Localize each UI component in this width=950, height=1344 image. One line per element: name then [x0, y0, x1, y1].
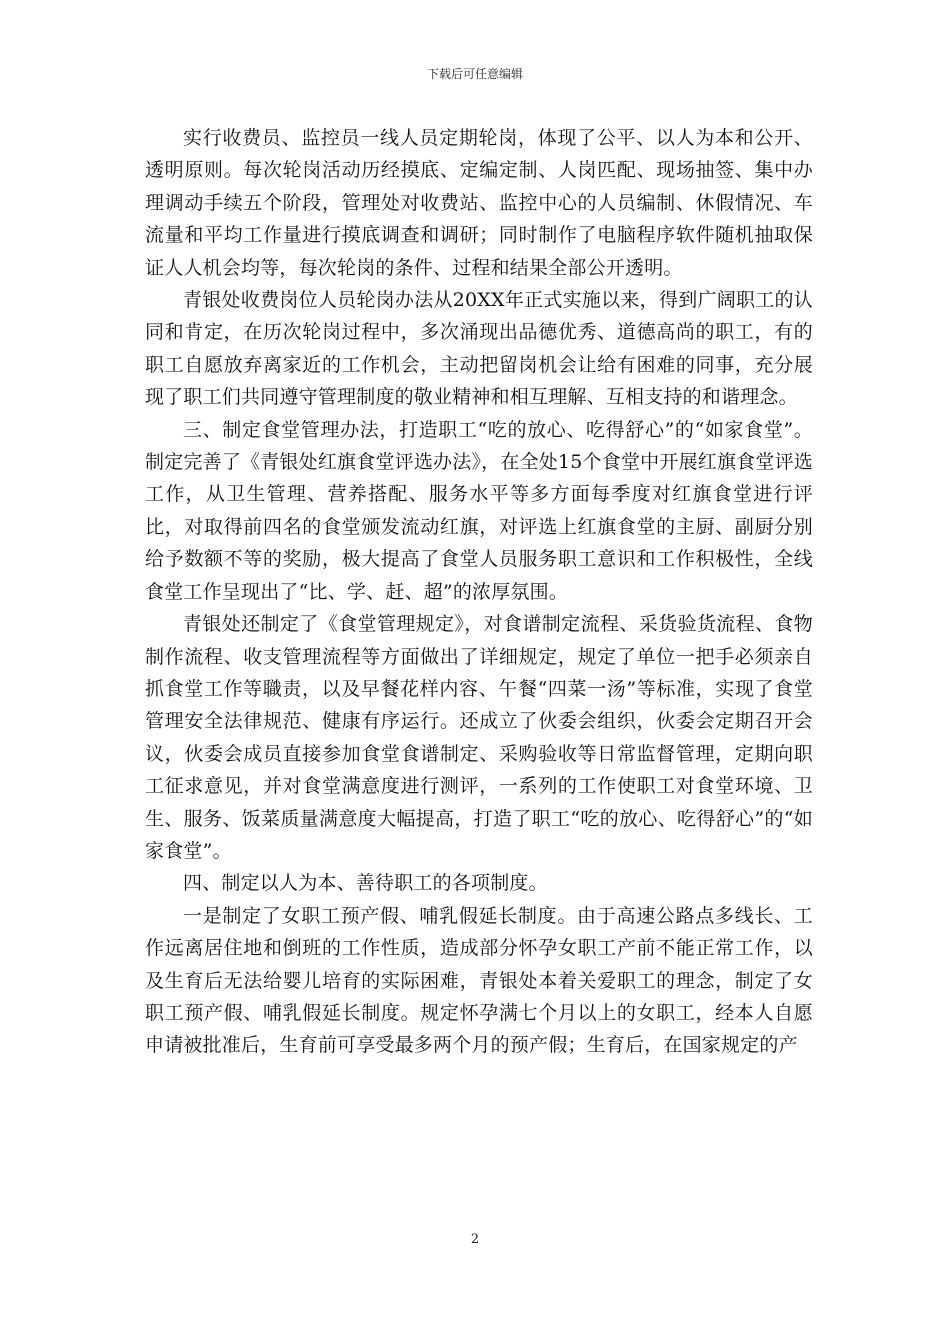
header-note: 下载后可任意编辑: [426, 67, 523, 81]
paragraph-rotation-principles: 实行收费员、监控员一线人员定期轮岗，体现了公平、以人为本和公开、透明原则。每次轮岗活动历经摸底、定编定制、人岗匹配、现场抽签、集中办理调动手续五个阶段，管理处对收费站、监控中心的人员编制、休假情况、车流量和平均工作量进行摸底调查和调研；同时制作了电脑程序软件随机抽取保证人人机会均等，每次轮岗的条件、过程和结果全部公开透明。: [145, 127, 813, 279]
document-body: [145, 122, 813, 1062]
paragraph-maternity-leave: 一是制定了女职工预产假、哺乳假延长制度。由于高速公路点多线长、工作远离居住地和倒班的工作性质，造成部分怀孕女职工产前不能正常工作，以及生育后无法给婴儿培育的实际困难，青银处本着关爱职工的理念，制定了女职工预产假、哺乳假延长制度。规定怀孕满七个月以上的女职工，经本人自愿申请被批准后，生育前可享受最多两个月的预产假；生育后，在国家规定的产: [145, 904, 813, 1057]
section-heading-four: 四、制定以人为本、善待职工的各项制度。: [183, 872, 548, 895]
paragraph-canteen-evaluation: 三、制定食堂管理办法，打造职工“吃的放心、吃得舒心”的“如家食堂”。制定完善了《青银处红旗食堂评选办法》，在全处15个食堂中开展红旗食堂评选工作，从卫生管理、营养搭配、服务水平等多方面每季度对红旗食堂进行评比，对取得前四名的食堂颁发流动红旗，对评选上红旗食堂的主厨、副厨分别给予数额不等的奖励，极大提高了食堂人员服务职工意识和工作积极性，全线食堂工作呈现出了“比、学、赶、超”的浓厚氛围。: [145, 418, 813, 603]
page-number: 2: [470, 1232, 480, 1247]
paragraph-canteen-rules: 青银处还制定了《食堂管理规定》，对食谱制定流程、采货验货流程、食物制作流程、收支管理流程等方面做出了详细规定，规定了单位一把手必须亲自抓食堂工作等職责，以及早餐花样内容、午餐“四菜一汤”等标准，实现了食堂管理安全法律规范、健康有序运行。还成立了伙委会组织，伙委会定期召开会议，伙委会成员直接参加食堂食谱制定、采购验收等日常监督管理，定期向职工征求意见，并对食堂满意度进行测评，一系列的工作使职工对食堂环境、卫生、服务、饭菜质量满意度大幅提高，打造了职工“吃的放心、吃得舒心”的“如家食堂”。: [145, 613, 813, 862]
paragraph-rotation-results: 青银处收费岗位人员轮岗办法从20XX年正式实施以来，得到广阔职工的认同和肯定，在历次轮岗过程中，多次涌现出品德优秀、道德高尚的职工，有的职工自愿放弃离家近的工作机会，主动把留岗机会让给有困难的同事，充分展现了职工们共同遵守管理制度的敬业精神和相互理解、互相支持的和谐理念。: [145, 289, 813, 409]
